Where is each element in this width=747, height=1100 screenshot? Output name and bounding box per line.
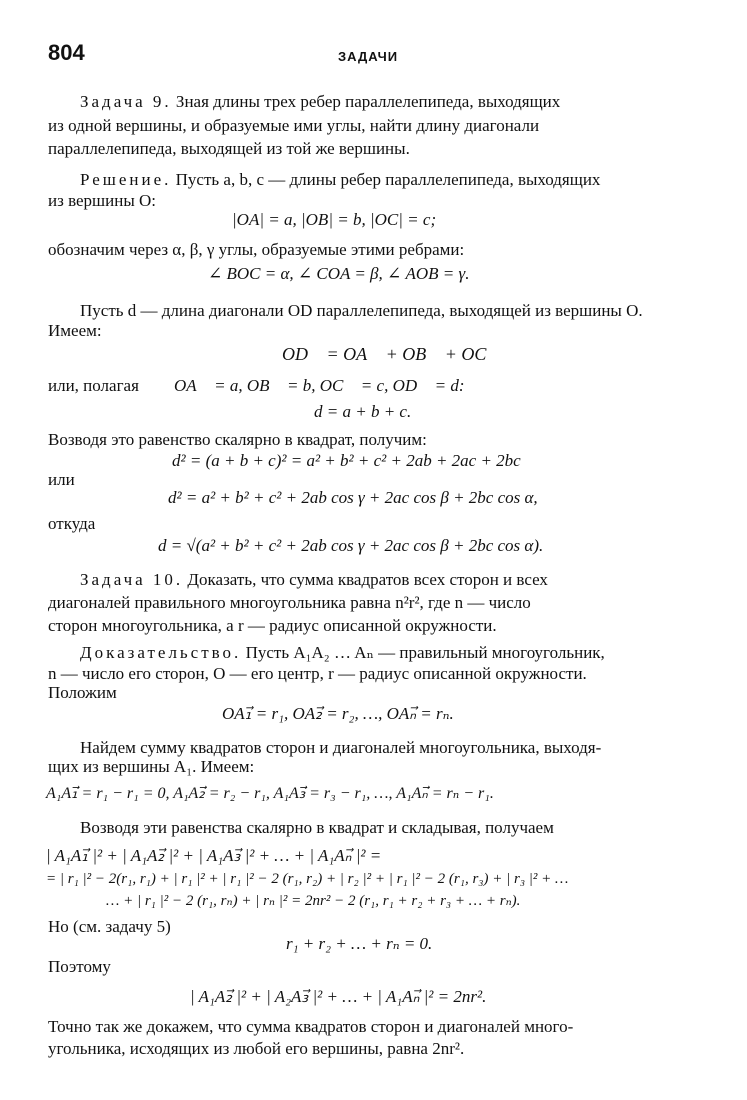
proof10-line-3: Положим [48,683,117,702]
proof10-line-4: Найдем сумму квадратов сторон и диагоналей многоугольника, выходя- [80,738,602,757]
solution9-eq-3: OD⃗ = OA⃗ + OB⃗ + OC⃗ [282,344,501,364]
solution9-line-3: обозначим через α, β, γ углы, образуемые этими ребрами: [48,240,465,259]
solution9-text-1: Пусть a, b, c — длины ребер параллелепипеда, выходящих [175,170,601,189]
page-number: 804 [48,40,85,65]
problem10-label: Задача 10. [80,570,184,589]
problem9-line-3: параллелепипеда, выходящей из той же вершины. [48,139,410,158]
solution9-line-5: Имеем: [48,321,102,340]
solution9-eq-5: d = a + b + c. [314,402,412,421]
solution9-eq-4: OA⃗ = a, OB⃗ = b, OC⃗ = c, OD⃗ = d: [174,376,465,395]
problem9-text-1: Зная длины трех ребер параллелепипеда, выходящих [175,92,561,111]
problem10-line-2: диагоналей правильного многоугольника равна n²r², где n — число [48,593,531,612]
proof10-eq-4: = | r₁ |² − 2(r₁, r₁) + | r₁ |² + | r₁ |² − 2 (r₁, r₂) + | r₂ |² + | r₁ |² − 2 (r₁, r₃) + | r₃ |² + … [46,871,569,887]
proof10-line-10: угольника, исходящих из любой его вершины, равна 2nr². [48,1039,465,1058]
solution9-eq-2: ∠ BOC = α, ∠ COA = β, ∠ AOB = γ. [208,264,470,283]
proof10-line-5: щих из вершины A₁. Имеем: [48,757,255,776]
proof10-eq-7: | A₁A₂⃗ |² + | A₂A₃⃗ |² + … + | A₁Aₙ⃗ |² = 2nr². [190,987,487,1006]
problem9-line-1 [80,92,560,112]
solution9-eq-1: |OA| = a, |OB| = b, |OC| = c; [232,210,437,229]
proof10-eq-1: OA₁⃗ = r₁, OA₂⃗ = r₂, …, OAₙ⃗ = rₙ. [222,704,454,723]
proof10-eq-2: A₁A₁⃗ = r₁ − r₁ = 0, A₁A₂⃗ = r₂ − r₁, A₁A₃⃗ = r₃ − r₁, …, A₁Aₙ⃗ = rₙ − r₁. [46,785,494,802]
proof10-line-2: n — число его сторон, O — его центр, r — радиус описанной окружности. [48,664,587,683]
proof10-line-7: Но (см. задачу 5) [48,917,171,936]
problem9-label: Задача 9. [80,92,172,111]
proof10-eq-3: | A₁A₁⃗ |² + | A₁A₂⃗ |² + | A₁A₃⃗ |² + … + | A₁Aₙ⃗ |² = [46,846,382,865]
solution9-line-9: откуда [48,514,96,533]
proof10-line-8: Поэтому [48,957,111,976]
proof10-text-1: Пусть A₁A₂ … Aₙ — правильный многоугольник, [245,643,605,662]
problem9-line-2: из одной вершины, и образуемые ими углы, найти длину диагонали [48,116,540,135]
solution9-eq-6: d² = (a + b + c)² = a² + b² + c² + 2ab + 2ac + 2bc [172,451,521,470]
proof10-eq-6: r₁ + r₂ + … + rₙ = 0. [286,934,433,953]
solution9-line-1 [80,170,600,190]
running-title: ЗАДАЧИ [338,49,399,64]
proof10-line-6: Возводя эти равенства скалярно в квадрат и складывая, получаем [80,818,554,837]
problem10-line-1 [80,570,548,590]
solution9-line-8: или [48,470,75,489]
solution9-line-2: из вершины O: [48,191,156,210]
proof10-label: Доказательство. [80,643,242,662]
proof10-eq-5: … + | r₁ |² − 2 (r₁, rₙ) + | rₙ |² = 2nr² − 2 (r₁, r₁ + r₂ + r₃ + … + rₙ). [106,893,521,909]
proof10-line-9: Точно так же докажем, что сумма квадратов сторон и диагоналей много- [48,1017,574,1036]
solution9-line-4: Пусть d — длина диагонали OD параллелепипеда, выходящей из вершины O. [80,301,643,320]
solution9-line-7: Возводя это равенство скалярно в квадрат, получим: [48,430,427,449]
solution9-eq-7: d² = a² + b² + c² + 2ab cos γ + 2ac cos β + 2bc cos α, [168,488,538,507]
problem10-line-3: сторон многоугольника, а r — радиус описанной окружности. [48,616,497,635]
solution9-label: Решение. [80,170,172,189]
solution9-line-6: или, полагая [48,376,139,395]
solution9-eq-8: d = √(a² + b² + c² + 2ab cos γ + 2ac cos β + 2bc cos α). [158,536,544,555]
proof10-line-1 [80,643,605,663]
problem10-text-1: Доказать, что сумма квадратов всех сторон и всех [187,570,548,589]
